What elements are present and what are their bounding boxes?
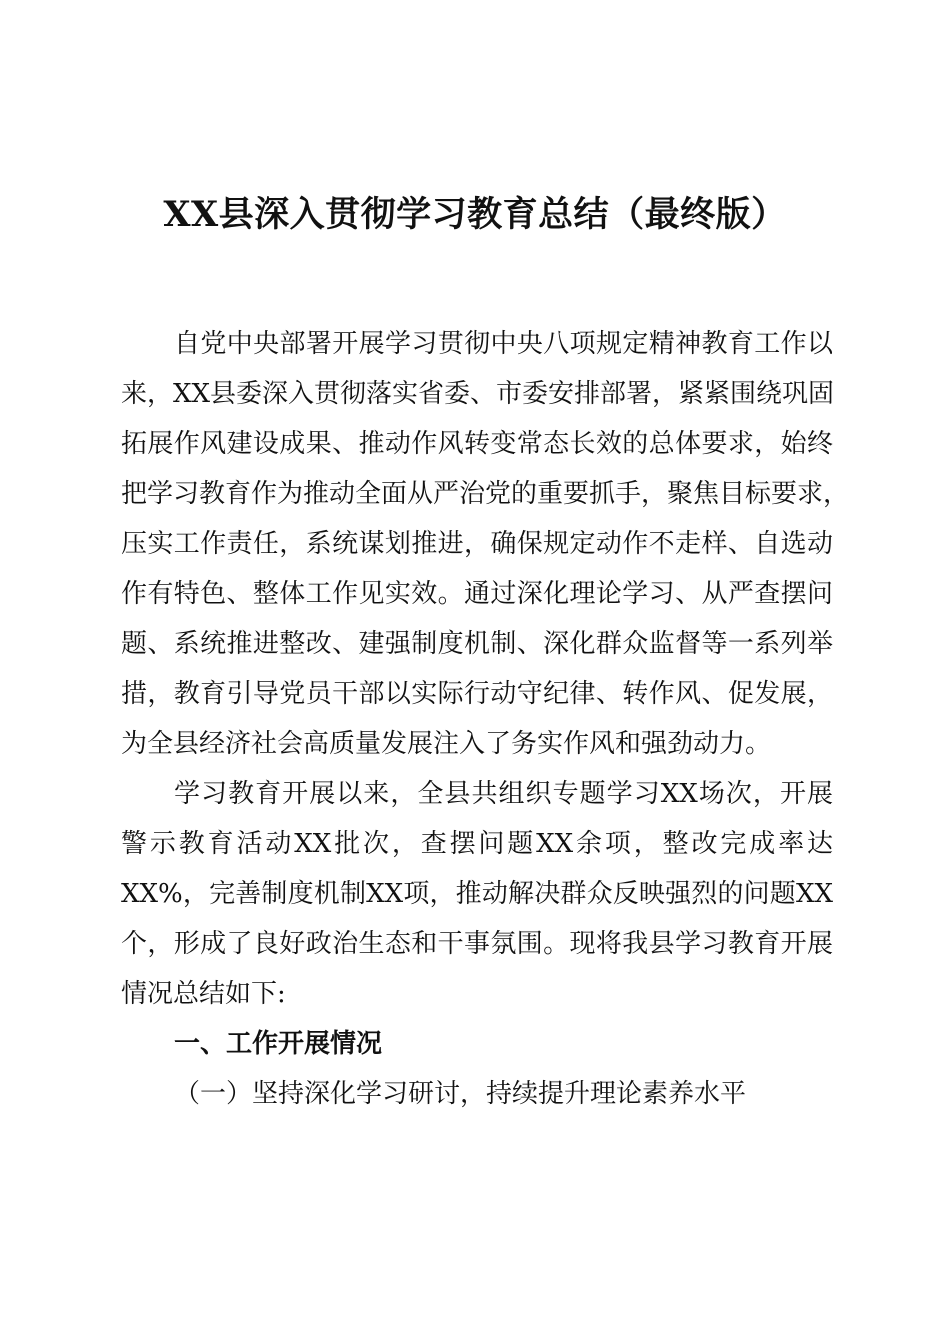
paragraph-line: 情况总结如下: [121, 979, 286, 1009]
paragraph-line: 作有特色、整体工作见实效。通过深化理论学习、从严查摆问 [121, 579, 833, 609]
paragraph-line: 拓展作风建设成果、推动作风转变常态长效的总体要求，始终 [121, 429, 833, 459]
paragraph-line: XX%，完善制度机制XX项，推动解决群众反映强烈的问题XX [121, 879, 833, 909]
paragraph-line: 把学习教育作为推动全面从严治党的重要抓手，聚焦目标要求， [121, 479, 850, 509]
document-title: XX县深入贯彻学习教育总结（最终版） [163, 194, 787, 235]
paragraph-line: 为全县经济社会高质量发展注入了务实作风和强劲动力。 [121, 729, 772, 759]
paragraph-line: 题、系统推进整改、建强制度机制、深化群众监督等一系列举 [121, 629, 833, 659]
paragraph-line: 个，形成了良好政治生态和干事氛围。现将我县学习教育开展 [121, 929, 833, 959]
paragraph-line: 压实工作责任，系统谋划推进，确保规定动作不走样、自选动 [121, 529, 833, 559]
document-body [121, 319, 850, 1119]
paragraph-summary [121, 769, 833, 1019]
paragraph-line: 警示教育活动XX批次，查摆问题XX余项，整改完成率达 [121, 829, 833, 859]
paragraph-line: 自党中央部署开展学习贯彻中央八项规定精神教育工作以 [174, 329, 833, 359]
paragraph-intro [121, 319, 850, 769]
paragraph-line: 来，XX县委深入贯彻落实省委、市委安排部署，紧紧围绕巩固 [121, 379, 835, 409]
subsection-heading: （一）坚持深化学习研讨，持续提升理论素养水平 [174, 1079, 747, 1109]
paragraph-line: 措，教育引导党员干部以实际行动守纪律、转作风、促发展， [121, 679, 833, 709]
paragraph-line: 学习教育开展以来，全县共组织专题学习XX场次，开展 [174, 779, 833, 809]
section-heading: 一、工作开展情况 [174, 1029, 383, 1059]
